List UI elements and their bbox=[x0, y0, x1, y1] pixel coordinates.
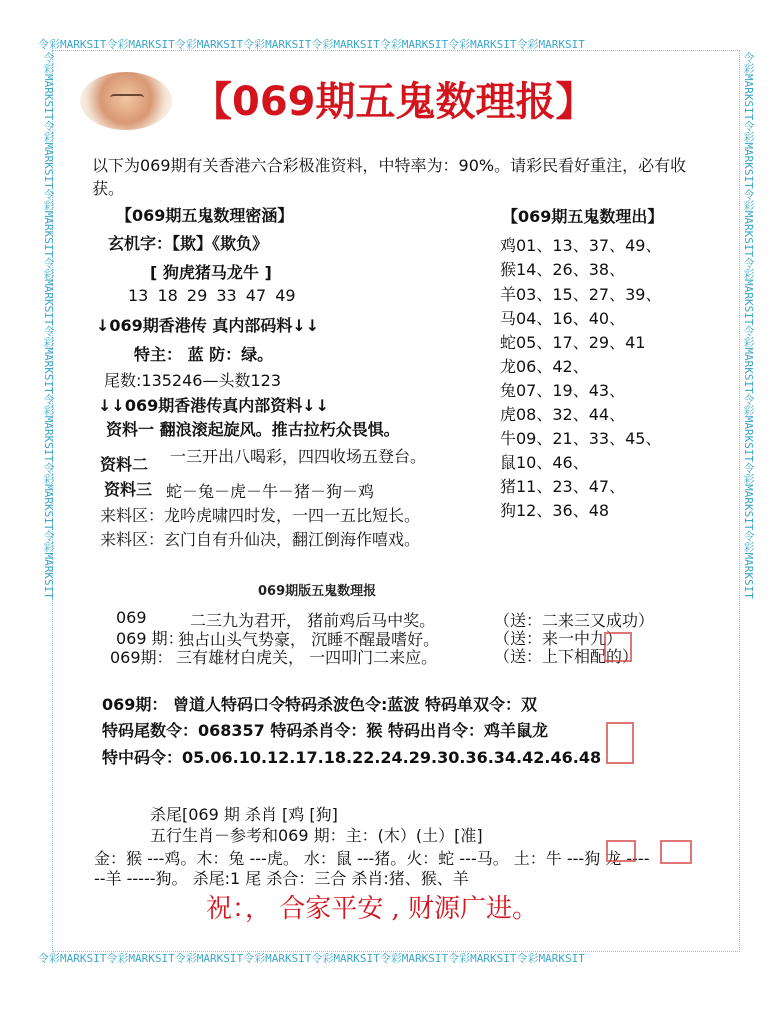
middle-row-gift: （送：上下相配的） bbox=[494, 647, 639, 666]
watermark-left: 令彩MARKSIT令彩MARKSIT令彩MARKSIT令彩MARKSIT令彩MARKSIT令彩MARKSIT令彩MARKSIT令彩MARKSIT bbox=[42, 52, 55, 599]
number-list: 13 18 29 33 47 49 bbox=[128, 286, 296, 305]
zodiac-list: [ 狗虎猪马龙牛 ] bbox=[150, 263, 272, 282]
zodiac-row: 狗12、36、48 bbox=[500, 501, 610, 520]
info-2-label: 资料二 bbox=[100, 455, 149, 474]
middle-heading: 069期版五鬼数理报 bbox=[258, 584, 377, 599]
middle-row-gift: （送：来一中九） bbox=[494, 629, 623, 648]
info-2: 一三开出八喝彩，四四收场五登台。 bbox=[170, 447, 427, 466]
internal-info-heading: ↓↓069期香港传真内部资料↓↓ bbox=[98, 396, 330, 415]
watermark-right: 令彩MARKSIT令彩MARKSIT令彩MARKSIT令彩MARKSIT令彩MARKSIT令彩MARKSIT令彩MARKSIT令彩MARKSIT bbox=[742, 52, 755, 599]
code-line-1: 069期： 曾道人特码口令特码杀波色令:蓝波 特码单双令：双 bbox=[102, 695, 537, 714]
watermark-top: 令彩MARKSIT令彩MARKSIT令彩MARKSIT令彩MARKSIT令彩MARKSIT令彩MARKSIT令彩MARKSIT令彩MARKSIT bbox=[38, 38, 585, 51]
code-line-3: 特中码令：05.06.10.12.17.18.22.24.29.30.36.34.42.46.48 bbox=[102, 748, 602, 767]
kill-line: 杀尾[069 期 杀肖 [鸡 [狗] bbox=[150, 805, 338, 824]
middle-row-label: 069期： bbox=[110, 648, 173, 667]
red-seal-stamp bbox=[606, 722, 634, 764]
middle-row-gift: （送：二来三又成功） bbox=[494, 611, 655, 630]
wuxing-line: 五行生肖－参考和069 期：主：(木）(土）[准] bbox=[150, 826, 483, 845]
riddle-text: 玄机字：【欺】《欺负》 bbox=[108, 234, 269, 253]
zodiac-row: 兔07、19、43、 bbox=[500, 381, 626, 400]
internal-code-heading: ↓069期香港传 真内部码料↓↓ bbox=[96, 316, 320, 335]
red-seal-stamp bbox=[604, 632, 632, 662]
code-line-2: 特码尾数令：068357 特码杀肖令：猴 特码出肖令：鸡羊鼠龙 bbox=[102, 721, 548, 740]
zodiac-row: 蛇05、17、29、41 bbox=[500, 333, 646, 352]
zodiac-row: 鼠10、46、 bbox=[500, 453, 589, 472]
left-heading: 【069期五鬼数理密涵】 bbox=[116, 206, 294, 225]
source-2: 来料区：玄门自有升仙决，翻江倒海作嘻戏。 bbox=[100, 530, 421, 549]
zodiac-row: 羊03、15、27、39、 bbox=[500, 285, 662, 304]
elements-line-2: --羊 -----狗。 杀尾:1 尾 杀合：三合 杀肖:猪、猴、羊 bbox=[94, 869, 469, 888]
middle-row-text: 三有雄材白虎关， 一四叩门二来应。 bbox=[176, 648, 438, 667]
right-heading: 【069期五鬼数理出】 bbox=[502, 207, 664, 226]
intro-line-1: 以下为069期有关香港六合彩极准资料，中特率为：90%。请彩民看好重注，必有收 bbox=[92, 156, 687, 175]
middle-row-text: 二三九为君开， 猪前鸡后马中奖。 bbox=[190, 611, 436, 630]
red-seal-stamp bbox=[660, 840, 692, 864]
zodiac-row: 猪11、23、47、 bbox=[500, 477, 626, 496]
blessing-text: 祝：， 合家平安 , 财源广进。 bbox=[206, 894, 539, 924]
tail-head-numbers: 尾数:135246—头数123 bbox=[104, 371, 282, 390]
zodiac-row: 猴14、26、38、 bbox=[500, 260, 626, 279]
zodiac-row: 牛09、21、33、45、 bbox=[500, 429, 662, 448]
source-1: 来料区：龙吟虎啸四时发，一四一五比短长。 bbox=[100, 506, 421, 525]
zodiac-row: 马04、16、40、 bbox=[500, 309, 626, 328]
info-3: 蛇－兔－虎－牛－猪－狗－鸡 bbox=[166, 482, 375, 501]
watermark-bottom: 令彩MARKSIT令彩MARKSIT令彩MARKSIT令彩MARKSIT令彩MARKSIT令彩MARKSIT令彩MARKSIT令彩MARKSIT bbox=[38, 952, 585, 965]
elements-line-1: 金：猴 ---鸡。木：兔 ---虎。 水：鼠 ---猪。火：蛇 ---马。 土：牛 ---狗 龙 ---- bbox=[94, 849, 650, 868]
middle-row-label: 069 bbox=[116, 608, 147, 627]
middle-row-text: 独占山头气势豪， 沉睡不醒最嗜好。 bbox=[178, 630, 440, 649]
special-color: 特主： 蓝 防：绿。 bbox=[134, 345, 274, 364]
info-1: 资料一 翻浪滚起旋风。推古拉朽众畏惧。 bbox=[106, 420, 400, 439]
red-seal-stamp bbox=[606, 840, 636, 862]
middle-row-label: 069 期： bbox=[116, 629, 184, 648]
zodiac-row: 虎08、32、44、 bbox=[500, 405, 626, 424]
info-3-label: 资料三 bbox=[104, 480, 153, 499]
intro-line-2: 获。 bbox=[92, 179, 125, 198]
page-title: 【069期五鬼数理报】 bbox=[192, 79, 596, 125]
zodiac-row: 鸡01、13、37、49、 bbox=[500, 236, 662, 255]
zodiac-row: 龙06、42、 bbox=[500, 357, 589, 376]
avatar-image bbox=[80, 72, 172, 130]
